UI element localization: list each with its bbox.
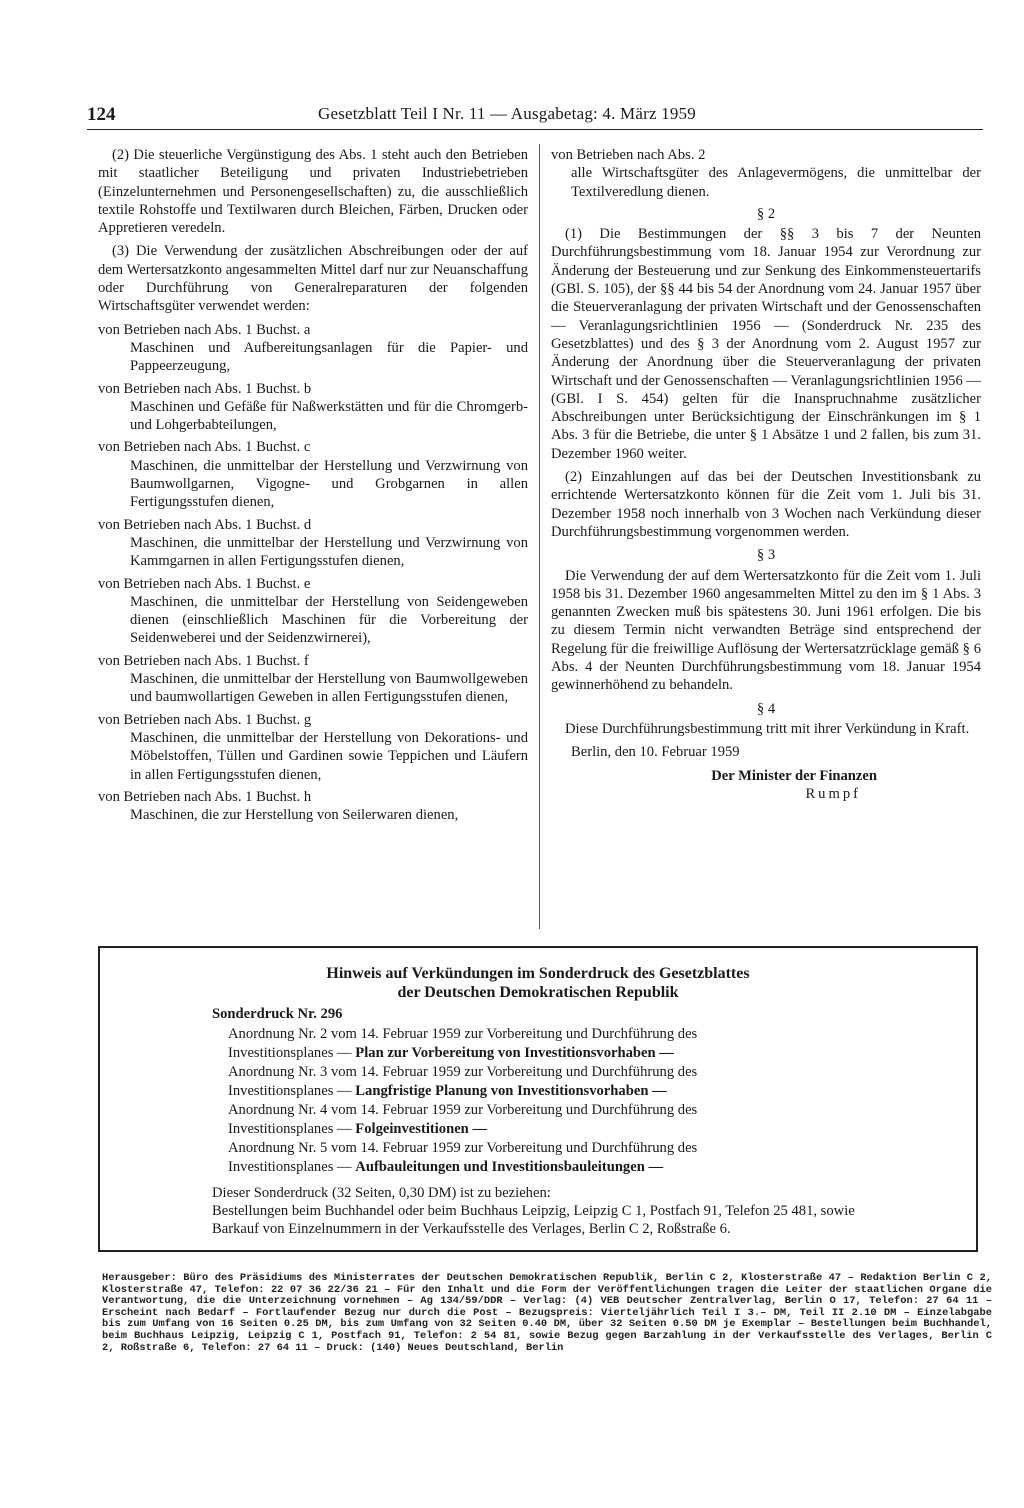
column-divider	[539, 144, 540, 929]
section-2-paragraph-2: (2) Einzahlungen auf das bei der Deutschen Investitionsbank zu errichtende Wertersatzkonto können für die Zeit vom 1. Juli bis 31. Dezember 1958 noch innerhalb von 3 Wochen nach Verkündung dieser Durchführungsbestimmung vorgenommen werden.	[551, 469, 981, 540]
list-item-body: Maschinen, die unmittelbar der Herstellung von Seidengeweben dienen (einschließlich Maschinen für die Vorbereitung der Seidenweberei und der Seidenzwirnerei),	[130, 593, 528, 647]
list-item-lead: von Betrieben nach Abs. 1 Buchst. d	[98, 516, 312, 533]
order-line-2-prefix: Investitionsplanes —	[228, 1045, 352, 1061]
list-item	[98, 652, 528, 707]
right-column	[551, 146, 981, 803]
place-date: Berlin, den 10. Februar 1959	[571, 744, 740, 761]
order-line-1: Anordnung Nr. 3 vom 14. Februar 1959 zur Vorbereitung und Durchführung des	[228, 1064, 698, 1080]
list-item	[98, 788, 528, 825]
order-line-2	[228, 1044, 882, 1062]
list-item-lead: von Betrieben nach Abs. 1 Buchst. g	[98, 711, 312, 728]
list-item-body: Maschinen, die unmittelbar der Herstellung und Verzwirnung von Kammgarnen in allen Fertigungsstufen dienen,	[130, 534, 528, 570]
order-title: Langfristige Planung von Investitionsvorhaben —	[355, 1083, 667, 1099]
order-entry	[212, 1101, 882, 1138]
order-line-1: Anordnung Nr. 2 vom 14. Februar 1959 zur Vorbereitung und Durchführung des	[228, 1026, 698, 1042]
list-item-body: Maschinen, die unmittelbar der Herstellung und Verzwirnung von Baumwollgarnen, Vigogne- und Grobgarnen in allen Fertigungsstufen dienen,	[130, 457, 528, 511]
list-item-lead: von Betrieben nach Abs. 1 Buchst. f	[98, 652, 309, 669]
signatory-name: Rumpf	[805, 785, 861, 802]
list-item-body: Maschinen, die unmittelbar der Herstellung von Dekorations- und Möbelstoffen, Tüllen und Gardinen sowie Teppichen und Läufern in allen Fertigungsstufen dienen,	[130, 729, 528, 783]
section-3-heading: § 3	[756, 547, 776, 564]
availability-note: Dieser Sonderdruck (32 Seiten, 0,30 DM) ist zu beziehen:	[212, 1185, 551, 1201]
paragraph-3: (3) Die Verwendung der zusätzlichen Abschreibungen oder der auf dem Wertersatzkonto angesammelten Mittel darf nur zur Neuanschaffung oder Durchführung von Generalreparaturen der folgenden Wirtschaftsgüter verwendet werden:	[98, 243, 528, 315]
order-line-2-prefix: Investitionsplanes —	[228, 1083, 352, 1099]
list-item-lead: von Betrieben nach Abs. 1 Buchst. e	[98, 575, 311, 592]
list-item-lead: von Betrieben nach Abs. 1 Buchst. h	[98, 788, 312, 805]
order-line-2-prefix: Investitionsplanes —	[228, 1121, 352, 1137]
list-item	[98, 516, 528, 571]
section-2-paragraph-1: (1) Die Bestimmungen der §§ 3 bis 7 der Neunten Durchführungsbestimmung vom 18. Januar 1954 zur Verordnung zur Änderung der Besteuerung und zur Senkung des Einkommensteuertarifs (GBl. S. 105), der §§ 44 bis 54 der Anordnung vom 24. Januar 1957 über die Steuerveranlagung der privaten Wirtschaft und der Genossenschaften — Veranlagungsrichtlinien 1956 — (Sonderdruck Nr. 235 des Gesetzblattes) und des § 3 der Anordnung vom 2. August 1957 zur Änderung der Anordnung über die Steuerveranlagung der privaten Wirtschaft und der Genossenschaften — Veranlagungsrichtlinien 1956 — (GBl. I S. 454) gelten für die Inanspruchnahme zusätzlicher Abschreibungen unter Berücksichtigung der Einschränkungen im § 1 Abs. 3 für die Betriebe, die unter § 1 Absätze 1 und 2 fallen, bis zum 31. Dezember 1960 weiter.	[551, 226, 981, 462]
list-item	[98, 380, 528, 435]
list-item-lead: von Betrieben nach Abs. 1 Buchst. c	[98, 439, 311, 456]
order-title: Folgeinvestitionen —	[355, 1121, 488, 1137]
section-3-paragraph: Die Verwendung der auf dem Wertersatzkonto für die Zeit vom 1. Juli 1958 bis 31. Dezember 1960 angesammelten Mittel zu den im § 1 Abs. 3 genannten Zwecken muß bis spätestens 30. Juni 1961 erfolgen. Die bis zu diesem Termin nicht verwandten Beträge sind entsprechend der Regelung für die freiwillige Auflösung der Wertersatzrücklage gemäß § 6 Abs. 4 der Neunten Durchführungsbestimmung vom 18. Januar 1954 gewinnerhöhend zu behandeln.	[551, 567, 981, 694]
signatory-title: Der Minister der Finanzen	[711, 767, 877, 784]
list-item	[98, 321, 528, 376]
list-item-body: Maschinen und Aufbereitungsanlagen für die Papier- und Pappeerzeugung,	[130, 339, 528, 375]
paragraph-2: (2) Die steuerliche Vergünstigung des Abs. 1 steht auch den Betrieben mit staatlicher Beteiligung und privaten Industriebetrieben (Einzelunternehmen und Personengesellschaften) zu, die ausschließlich textile Rohstoffe und Textilwaren durch Bleichen, Färben, Drucken oder Appretieren veredeln.	[98, 147, 528, 237]
order-line-1: Anordnung Nr. 4 vom 14. Februar 1959 zur Vorbereitung und Durchführung des	[228, 1102, 698, 1118]
list-item-lead: von Betrieben nach Abs. 1 Buchst. a	[98, 321, 311, 338]
notice-title	[100, 964, 976, 1002]
list-item-body: Maschinen, die unmittelbar der Herstellung von Baumwollgeweben und baumwollartigen Geweben in allen Fertigungsstufen dienen,	[130, 671, 528, 706]
order-entry	[212, 1063, 882, 1100]
notice-body	[212, 1005, 882, 1238]
list-item-lead: von Betrieben nach Abs. 1 Buchst. b	[98, 380, 312, 397]
order-title: Plan zur Vorbereitung von Investitionsvorhaben —	[355, 1045, 674, 1061]
order-line-2	[228, 1120, 882, 1138]
order-line-2-prefix: Investitionsplanes —	[228, 1159, 352, 1175]
order-line-1: Anordnung Nr. 5 vom 14. Februar 1959 zur Vorbereitung und Durchführung des	[228, 1140, 698, 1156]
header-rule	[87, 129, 983, 130]
list-item-body: alle Wirtschaftsgüter des Anlagevermögens, die unmittelbar der Textilveredlung dienen.	[571, 165, 981, 200]
ordering-info: Bestellungen beim Buchhandel oder beim Buchhaus Leipzig, Leipzig C 1, Postfach 91, Telefon 25 481, sowie Barkauf von Einzelnummern in der Verkaufsstelle des Verlages, Berlin C 2, Roßstraße 6.	[212, 1203, 855, 1237]
notice-title-line-1: Hinweis auf Verkündungen im Sonderdruck des Gesetzblattes	[326, 965, 750, 982]
section-2-heading: § 2	[756, 205, 776, 222]
publisher-imprint: Herausgeber: Büro des Präsidiums des Ministerrates der Deutschen Demokratischen Republik, Berlin C 2, Klosterstraße 47 – Redaktion Berlin C 2, Klosterstraße 47, Telefon: 22 07 36 22/36 21 – Für den Inhalt und die Form der Veröffentlichungen tragen die Leiter der staatlichen Organe die Verantwortung, die die Unterzeichnung vornehmen – Ag 134/59/DDR – Verlag: (4) VEB Deutscher Zentralverlag, Berlin O 17, Telefon: 27 64 11 – Erscheint nach Bedarf – Fortlaufender Bezug nur durch die Post – Bezugspreis: Vierteljährlich Teil I 3.– DM, Teil II 2.10 DM – Einzelabgabe bis zum Umfang von 16 Seiten 0.25 DM, bis zum Umfang von 32 Seiten 0.40 DM, über 32 Seiten 0.50 DM je Exemplar – Bestellungen beim Buchhandel, beim Buchhaus Leipzig, Leipzig C 1, Postfach 91, Telefon: 2 54 81, sowie Bezug gegen Barzahlung in der Verkaufsstelle des Verlages, Berlin C 2, Roßstraße 6, Telefon: 27 64 11 – Druck: (140) Neues Deutschland, Berlin	[102, 1272, 992, 1354]
list-item	[98, 711, 528, 784]
running-head: Gesetzblatt Teil I Nr. 11 — Ausgabetag: 4. März 1959	[318, 104, 696, 123]
left-column	[98, 146, 528, 828]
sonderdruck-number: Sonderdruck Nr. 296	[212, 1006, 343, 1022]
order-title: Aufbauleitungen und Investitionsbauleitungen —	[355, 1159, 664, 1175]
list-item-body: Maschinen und Gefäße für Naßwerkstätten und für die Chromgerb- und Lohgerbabteilungen,	[130, 398, 528, 434]
list-item-lead: von Betrieben nach Abs. 2	[551, 147, 706, 163]
page-number: 124	[87, 104, 116, 125]
list-item-body: Maschinen, die zur Herstellung von Seilerwaren dienen,	[130, 807, 459, 824]
order-line-2	[228, 1082, 882, 1100]
notice-title-line-2: der Deutschen Demokratischen Republik	[397, 984, 679, 1001]
list-item	[98, 438, 528, 511]
section-4-heading: § 4	[756, 700, 776, 717]
order-entry	[212, 1139, 882, 1176]
list-item	[551, 146, 981, 201]
notice-box	[98, 946, 978, 1252]
list-item	[98, 575, 528, 648]
order-entry	[212, 1025, 882, 1062]
order-line-2	[228, 1158, 882, 1176]
section-4-paragraph: Diese Durchführungsbestimmung tritt mit ihrer Verkündung in Kraft.	[565, 720, 970, 737]
